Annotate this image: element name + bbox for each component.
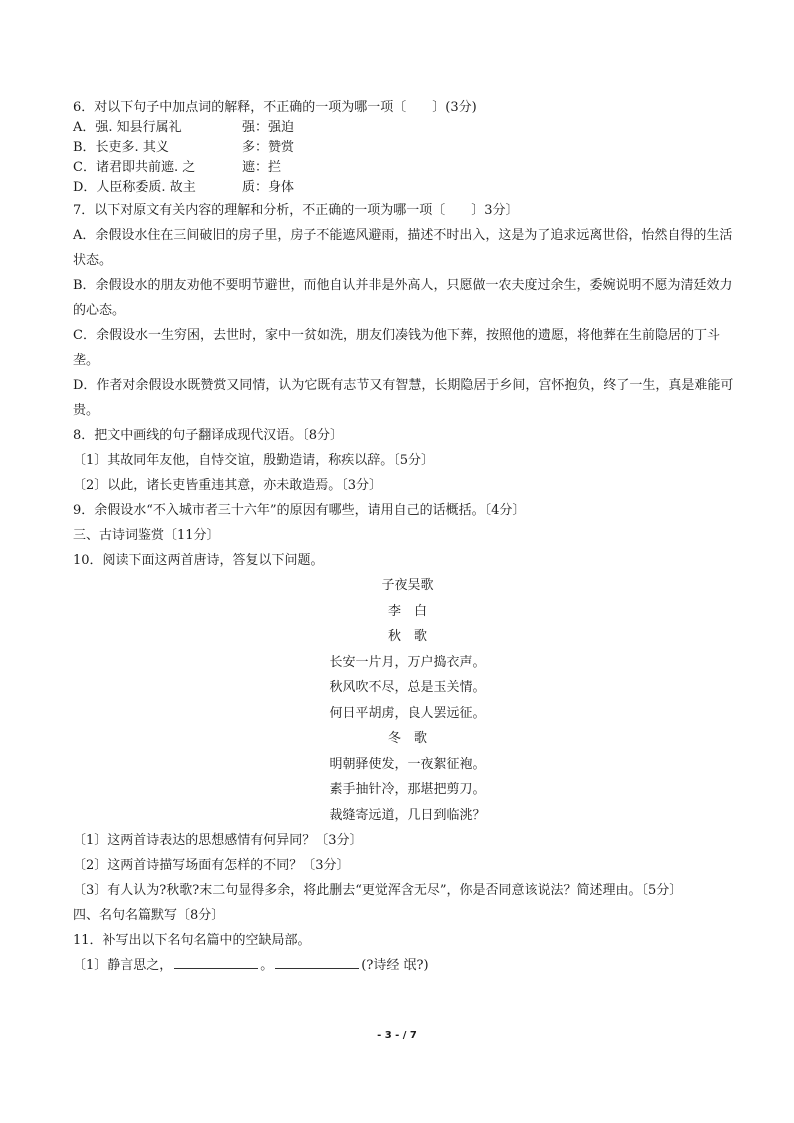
option-paragraph: A．余假设水住在三间破旧的房子里，房子不能遮风避雨，描述不时出入，这是为了追求远离世俗，怡然自得的生活状态。 bbox=[73, 228, 733, 268]
option-right: 强：强迫 bbox=[242, 120, 295, 135]
option-paragraph: D．作者对余假设水既赞赏又同情，认为它既有志节又有智慧，长期隐居于乡间，宫怀抱负，终了一生，真是难能可贵。 bbox=[73, 378, 734, 418]
section-heading: 三、古诗词鉴赏〔11分〕 bbox=[73, 528, 220, 543]
poem-part-title: 冬 歌 bbox=[387, 731, 427, 746]
option-left: A．强. 知县行属礼 bbox=[73, 120, 182, 135]
question-10 bbox=[73, 548, 738, 903]
poem-title: 子夜吴歌 bbox=[381, 578, 434, 593]
poem-part-title: 秋 歌 bbox=[387, 629, 427, 644]
question-6-stem: 6．对以下句子中加点词的解释，不正确的一项为哪一项〔 〕(3分) bbox=[73, 100, 477, 115]
sub-question: 〔1〕其故同年友他，自恃交谊，殷勤造请，称疾以辞。〔5分〕 bbox=[73, 453, 435, 468]
sub-question: 〔2〕这两首诗描写场面有怎样的不同？〔3分〕 bbox=[73, 858, 350, 873]
option-row bbox=[73, 138, 738, 158]
section-heading: 四、名句名篇默写〔8分〕 bbox=[73, 908, 225, 923]
option-left: C．诸君即共前遮. 之 bbox=[73, 160, 196, 175]
poem-line: 裁缝寄远道，几日到临洮？ bbox=[329, 807, 486, 823]
question-11 bbox=[73, 928, 738, 978]
fill-in-prefix: 〔1〕静言思之， bbox=[73, 958, 173, 973]
option-row bbox=[73, 118, 738, 138]
answer-blank[interactable] bbox=[174, 956, 258, 969]
option-right: 质：身体 bbox=[242, 180, 295, 195]
poem-line: 秋风吹不尽，总是玉关情。 bbox=[329, 680, 486, 695]
option-row bbox=[73, 158, 738, 178]
sub-question: 〔2〕以此，诸长吏皆重违其意，亦未敢造焉。〔3分〕 bbox=[73, 478, 383, 493]
question-8-stem: 8．把文中画线的句子翻译成现代汉语。〔8分〕 bbox=[73, 428, 344, 443]
question-8 bbox=[73, 423, 738, 498]
sub-question: 〔1〕这两首诗表达的思想感情有何异同？〔3分〕 bbox=[73, 833, 363, 848]
question-10-stem: 10．阅读下面这两首唐诗，答复以下问题。 bbox=[73, 553, 324, 568]
poem-block bbox=[73, 573, 738, 828]
answer-blank[interactable] bbox=[275, 956, 359, 969]
option-paragraph: B．余假设水的朋友劝他不要明节避世，而他自认并非是外高人，只愿做一农夫度过余生，委婉说明不愿为清廷效力的心态。 bbox=[73, 278, 733, 318]
poem-line: 明朝驿使发，一夜絮征袍。 bbox=[329, 756, 486, 772]
poem-line: 长安一片月，万户捣衣声。 bbox=[329, 654, 486, 670]
option-left: B．长吏多. 其义 bbox=[73, 140, 169, 155]
option-left: D．人臣称委质. 故主 bbox=[73, 180, 196, 195]
fill-in-item bbox=[73, 953, 738, 978]
option-right: 遮：拦 bbox=[242, 160, 282, 175]
poem-line: 素手抽针冷，那堪把剪刀。 bbox=[329, 782, 486, 797]
question-6 bbox=[73, 98, 738, 198]
option-paragraph: C．余假设水一生穷困，去世时，家中一贫如洗，朋友们凑钱为他下葬，按照他的遗愿，将他葬在生前隐居的丁斗垄。 bbox=[73, 328, 720, 368]
question-7-stem: 7．以下对原文有关内容的理解和分析，不正确的一项为哪一项〔 〕3分〕 bbox=[73, 203, 519, 218]
fill-in-mid: 。 bbox=[260, 958, 274, 973]
page-number: - 3 - / 7 bbox=[377, 1030, 417, 1041]
question-11-stem: 11．补写出以下名句名篇中的空缺局部。 bbox=[73, 933, 311, 948]
question-9: 9．余假设水“不入城市者三十六年”的原因有哪些，请用自己的话概括。〔4分〕 bbox=[73, 503, 526, 518]
option-right: 多：赞赏 bbox=[242, 140, 295, 155]
fill-in-source: (?诗经 氓?) bbox=[361, 958, 429, 973]
question-7 bbox=[73, 198, 738, 423]
exam-page bbox=[73, 98, 738, 978]
poem-line: 何日平胡虏，良人罢远征。 bbox=[329, 705, 486, 721]
sub-question: 〔3〕有人认为?秋歌?末二句显得多余，将此删去“更觉浑含无尽”，你是否同意该说法？简述理由。〔5分〕 bbox=[73, 883, 683, 898]
option-row bbox=[73, 178, 738, 198]
poem-author: 李 白 bbox=[387, 603, 427, 619]
